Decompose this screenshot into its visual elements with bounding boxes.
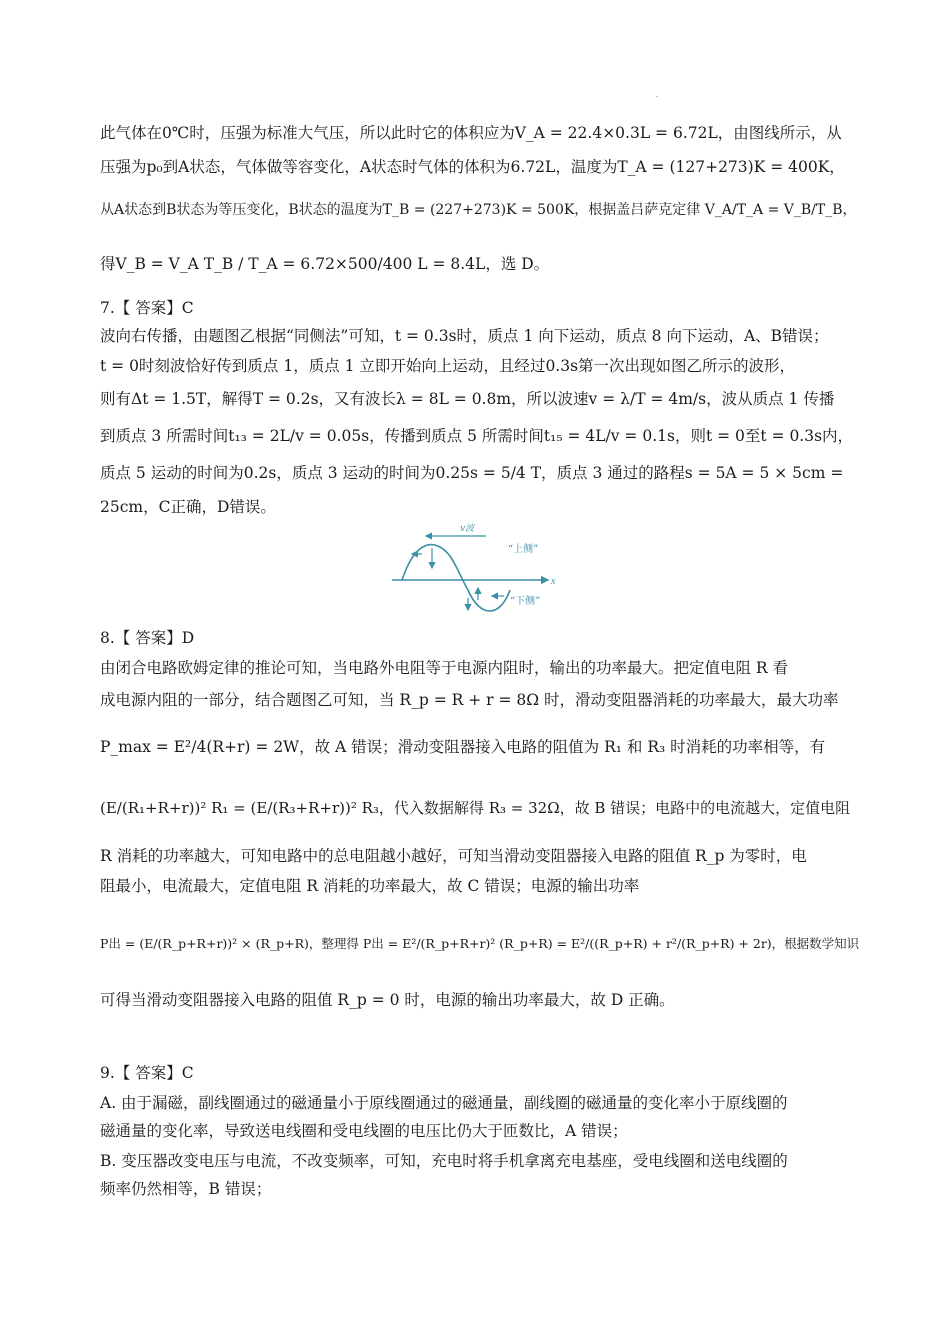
- scan-speck: [656, 96, 658, 97]
- q8-header: 8.【 答案】D: [100, 629, 195, 647]
- q8-line-8: 可得当滑动变阻器接入电路的阻值 R_p = 0 时，电源的输出功率最大，故 D 正确。: [100, 991, 675, 1009]
- q8-line-5: R 消耗的功率越大，可知电路中的总电阻越小越好，可知当滑动变阻器接入电路的阻值 R_p 为零时，电: [100, 847, 807, 865]
- q6-line-2: 压强为p₀到A状态，气体做等容变化，A状态时气体的体积为6.72L，温度为T_A = (127+273)K = 400K，: [100, 158, 845, 176]
- q9-line-2: 磁通量的变化率，导致送电线圈和受电线圈的电压比仍大于匝数比，A 错误；: [100, 1122, 628, 1140]
- q8-line-1: 由闭合电路欧姆定律的推论可知，当电路外电阻等于电源内阻时，输出的功率最大。把定值电阻 R 看: [100, 659, 789, 677]
- q9-line-3: B. 变压器改变电压与电流，不改变频率，可知，充电时将手机拿离充电基座，受电线圈和送电线圈的: [100, 1152, 788, 1170]
- q8-line-3: P_max = E²/4(R+r) = 2W，故 A 错误；滑动变阻器接入电路的阻值为 R₁ 和 R₃ 时消耗的功率相等，有: [100, 738, 826, 756]
- q9-line-4: 频率仍然相等，B 错误；: [100, 1180, 272, 1198]
- q7-header: 7.【 答案】C: [100, 299, 194, 317]
- q7-line-1: 波向右传播，由题图乙根据“同侧法”可知，t = 0.3s时，质点 1 向下运动，质点 8 向下运动，A、B错误；: [100, 327, 829, 345]
- q7-line-6: 25cm，C正确，D错误。: [100, 498, 276, 516]
- wave-figure: [388, 518, 564, 618]
- q8-line-7: P出 = (E/(R_p+R+r))² × (R_p+R)，整理得 P出 = E²/(R_p+R+r)² (R_p+R) = E²/((R_p+R) + r²/(R_p+R) + 2r)，根据数学知识: [100, 936, 860, 951]
- q9-line-1: A. 由于漏磁，副线圈通过的磁通量小于原线圈通过的磁通量，副线圈的磁通量的变化率小于原线圈的: [100, 1094, 788, 1112]
- q7-line-3: 则有Δt = 1.5T，解得T = 0.2s，又有波长λ = 8L = 0.8m，所以波速v = λ/T = 4m/s，波从质点 1 传播: [100, 390, 835, 408]
- wave-velocity-label: v波: [460, 524, 475, 534]
- upper-side-label: “上侧”: [508, 544, 539, 555]
- q6-line-1: 此气体在0℃时，压强为标准大气压，所以此时它的体积应为V_A = 22.4×0.3L = 6.72L，由图线所示，从: [100, 124, 842, 142]
- x-axis-label: x: [551, 576, 556, 587]
- q8-line-6: 阻最小，电流最大，定值电阻 R 消耗的功率最大，故 C 错误；电源的输出功率: [100, 877, 640, 895]
- q7-line-4: 到质点 3 所需时间t₁₃ = 2L/v = 0.05s，传播到质点 5 所需时间t₁₅ = 4L/v = 0.1s，则t = 0至t = 0.3s内，: [100, 427, 854, 445]
- lower-side-label: “下侧”: [510, 596, 541, 607]
- q7-line-5: 质点 5 运动的时间为0.2s，质点 3 运动的时间为0.25s = 5/4 T，质点 3 通过的路程s = 5A = 5 × 5cm =: [100, 464, 844, 482]
- q6-line-4: 得V_B = V_A T_B / T_A = 6.72×500/400 L = 8.4L，选 D。: [100, 255, 550, 273]
- q7-line-2: t = 0时刻波恰好传到质点 1，质点 1 立即开始向上运动，且经过0.3s第一次出现如图乙所示的波形，: [100, 357, 796, 375]
- q6-line-3: 从A状态到B状态为等压变化，B状态的温度为T_B = (227+273)K = 500K，根据盖吕萨克定律 V_A/T_A = V_B/T_B，: [100, 202, 857, 218]
- q8-line-4: (E/(R₁+R+r))² R₁ = (E/(R₃+R+r))² R₃，代入数据解得 R₃ = 32Ω，故 B 错误；电路中的电流越大，定值电阻: [100, 799, 851, 817]
- q8-line-2: 成电源内阻的一部分，结合题图乙可知，当 R_p = R + r = 8Ω 时，滑动变阻器消耗的功率最大，最大功率: [100, 691, 839, 709]
- q9-header: 9.【 答案】C: [100, 1064, 194, 1082]
